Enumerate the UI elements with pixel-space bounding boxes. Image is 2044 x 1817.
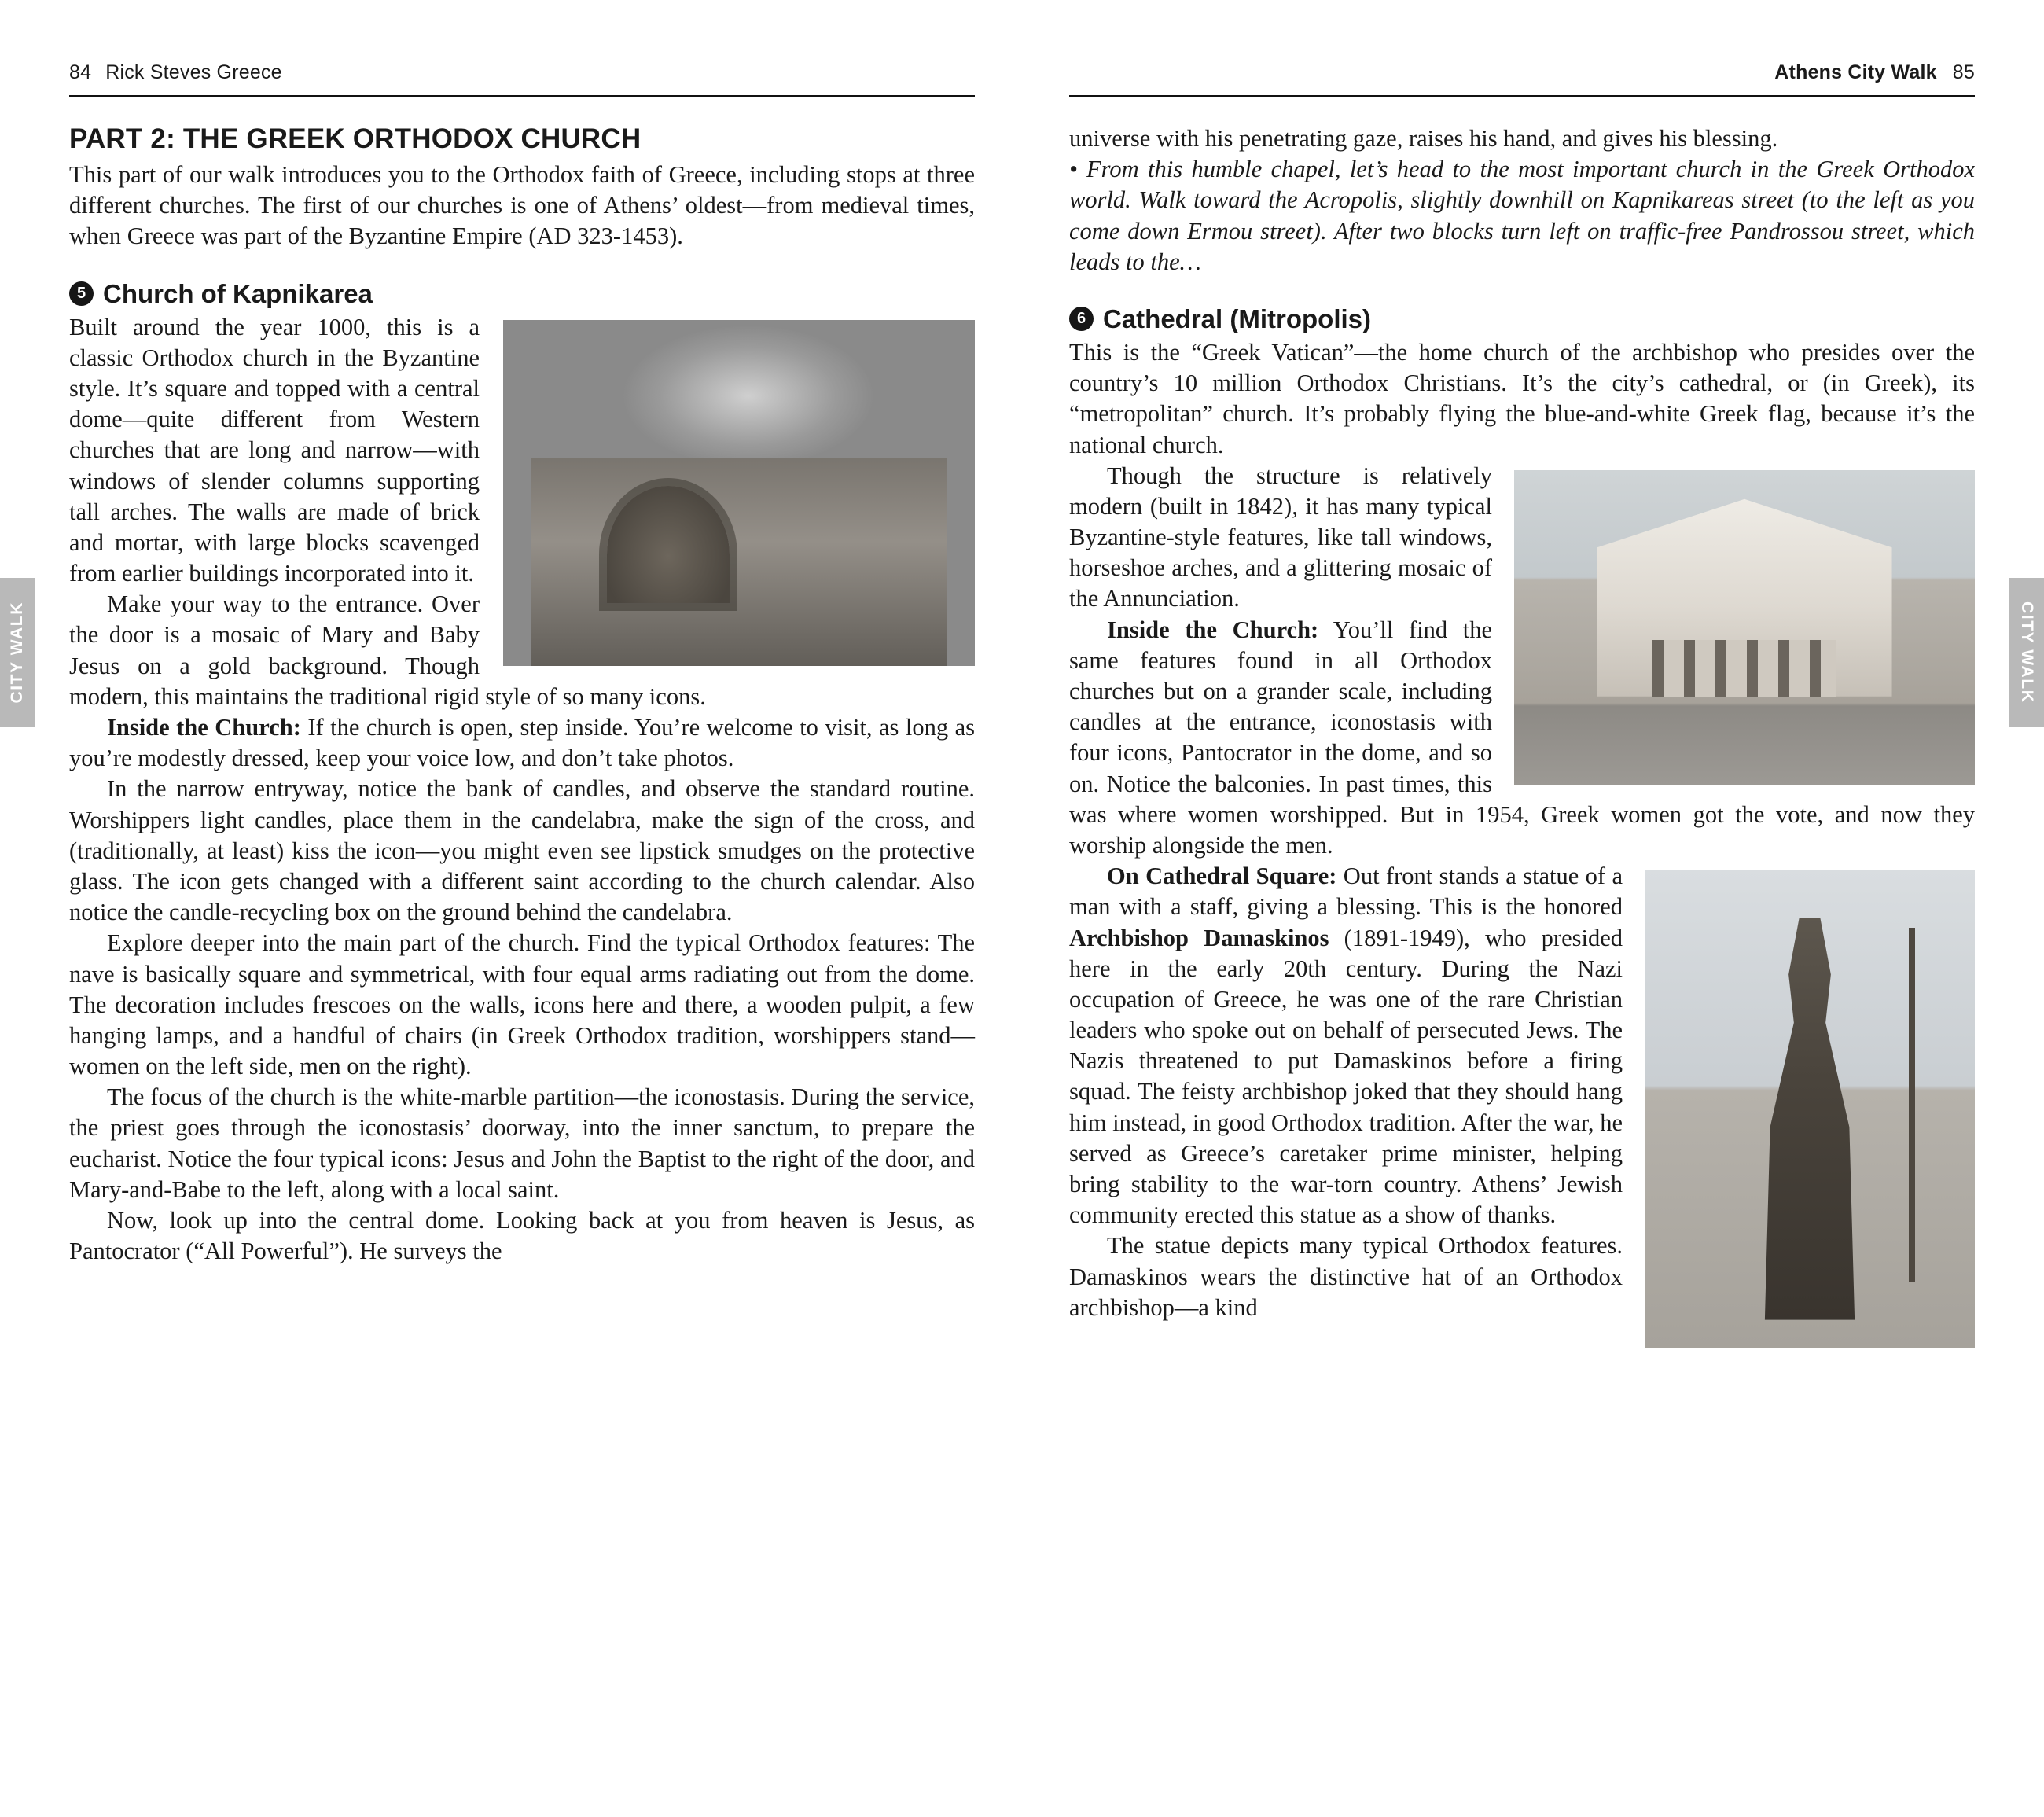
running-head-title-left: Rick Steves Greece	[105, 61, 282, 83]
page-number-right: 85	[1952, 61, 1975, 83]
paragraph-statue-features: The statue depicts many typical Orthodox features. Damaskinos wears the distinctive hat of an Orthodox archbishop—a kind	[1069, 1232, 1623, 1321]
paragraph-kapnikarea-5: The focus of the church is the white-marble partition—the iconostasis. During the service, the priest goes through the iconostasis’ doorway, into the inner sanctum, to prepare the eucharist. Notice the four typical icons: Jesus and John the Baptist to the right of the door, and Mary-and-Babe to the left, along with a local saint.	[69, 1083, 975, 1203]
direction-text: From this humble chapel, let’s head to the most important church in the Greek Orthodox world. Walk toward the Acropolis, slightly downhill on Kapnikareas street (to the left as you come down Ermou street). After two blocks turn left on traffic-free Pandrossou street, which leads to the…	[1069, 156, 1976, 275]
header-rule-right	[1069, 95, 1975, 97]
side-tab-city-walk-right	[2009, 578, 2044, 727]
inside-church-label-right: Inside the Church:	[1107, 616, 1319, 643]
left-column-body	[69, 123, 975, 1267]
inside-church-text-left: If the church is open, step inside. You’re welcome to visit, as long as you’re modestly dressed, keep your voice low, and don’t take photos.	[69, 714, 975, 772]
running-head-right	[1069, 0, 1975, 84]
right-column-body	[1069, 123, 1975, 1356]
running-head-title-right: Athens City Walk	[1774, 61, 1937, 83]
photo-church-of-kapnikarea	[503, 320, 975, 666]
paragraph-kapnikarea-6: Now, look up into the central dome. Looking back at you from heaven is Jesus, as Pantocrator (“All Powerful”). He surveys the	[69, 1207, 975, 1265]
paragraph-inside-the-church-left	[69, 712, 975, 774]
stop-heading-kapnikarea	[69, 279, 975, 309]
stop-heading-label: Church of Kapnikarea	[103, 278, 373, 308]
archbishop-name: Archbishop Damaskinos	[1069, 924, 1329, 951]
paragraph-kapnikarea-4: Explore deeper into the main part of the church. Find the typical Orthodox features: The nave is basically square and symmetrical, with four equal arms radiating out from the dome. The decoration includes frescoes on the walls, icons here and there, a wooden pulpit, a few hanging lamps, and a handful of chairs (in Greek Orthodox tradition, worshippers stand—women on the left side, men on the right).	[69, 929, 975, 1080]
inside-church-text-right: You’ll find the same features found in all Orthodox churches but on a grander scale, including candles at the entrance, iconostasis with four icons, Pantocrator in the dome, and so on. Notice the balconies. In past times, this was where women worshipped. But in 1954, Greek women got the vote, and now they worship alongside the men.	[1069, 616, 1975, 859]
header-rule-left	[69, 95, 975, 97]
page-number-left: 84	[69, 61, 92, 83]
stop-number-badge: 6	[1069, 307, 1094, 331]
statue-photo-graphic	[1645, 870, 1975, 1348]
part-heading: PART 2: THE GREEK ORTHODOX CHURCH	[69, 123, 642, 154]
stop-heading-label: Cathedral (Mitropolis)	[1103, 303, 1372, 333]
walking-direction	[1069, 154, 1975, 278]
paragraph-cathedral-structure: Though the structure is relatively modern (built in 1842), it has many typical Byzantine-style features, like tall windows, horseshoe arches, and a glittering mosaic of the Annunciation.	[1069, 462, 1492, 612]
right-page	[1022, 0, 2044, 1817]
stop-heading-cathedral	[1069, 304, 1975, 334]
cathedral-square-text-1: Out front stands a statue of a man with a staff, giving a blessing. This is the honored	[1069, 863, 1623, 921]
part-intro-paragraph: This part of our walk introduces you to the Orthodox faith of Greece, including stops at three different churches. The first of our churches is one of Athens’ oldest—from medieval times, when Greece was part of the Byzantine Empire (AD 323-1453).	[69, 161, 975, 250]
side-tab-city-walk-left	[0, 578, 35, 727]
inside-church-label-left: Inside the Church:	[107, 714, 301, 741]
paragraph-continuation: universe with his penetrating gaze, raises his hand, and gives his blessing.	[1069, 125, 1778, 152]
photo-cathedral-mitropolis	[1514, 470, 1975, 785]
running-head-left	[69, 0, 975, 84]
paragraph-kapnikarea-1: Built around the year 1000, this is a classic Orthodox church in the Byzantine style. It’s square and topped with a central dome—quite different from Western churches that are long and narrow—with windows of slender columns supporting tall arches. The walls are made of brick and mortar, with large blocks scavenged from earlier buildings incorporated into it.	[69, 313, 480, 587]
paragraph-cathedral-intro: This is the “Greek Vatican”—the home church of the archbishop who presides over the country’s 10 million Orthodox Christians. It’s the city’s cathedral, or (in Greek), its “metropolitan” church. It’s probably flying the blue-and-white Greek flag, because it’s the national church.	[1069, 338, 1975, 458]
stop-number-badge: 5	[69, 281, 94, 306]
cathedral-square-label: On Cathedral Square:	[1107, 863, 1337, 890]
photo-archbishop-damaskinos-statue	[1645, 870, 1975, 1348]
direction-bullet: •	[1069, 156, 1078, 183]
church-photo-graphic	[503, 320, 975, 666]
cathedral-photo-graphic	[1514, 470, 1975, 785]
cathedral-square-text-2: (1891-1949), who presided here in the early 20th century. During the Nazi occupation of Greece, he was one of the rare Christian leaders who spoke out on behalf of persecuted Jews. The Nazis threatened to put Damaskinos before a firing squad. The feisty archbishop joked that they should hang him instead, in good Orthodox tradition. After the war, he served as Greece’s caretaker prime minister, helping bring stability to the war-torn country. Athens’ Jewish community erected this statue as a show of thanks.	[1069, 924, 1623, 1229]
side-tab-label: CITY WALK	[8, 601, 26, 704]
paragraph-kapnikarea-2: Make your way to the entrance. Over the door is a mosaic of Mary and Baby Jesus on a gold background. Though modern, this maintains the traditional rigid style of so many icons.	[69, 590, 706, 710]
paragraph-kapnikarea-3: In the narrow entryway, notice the bank of candles, and observe the standard routine. Worshippers light candles, place them in the candelabra, make the sign of the cross, and (traditionally, at least) kiss the icon—you might even see lipstick smudges on the protective glass. The icon gets changed with a different saint according to the church calendar. Also notice the candle-recycling box on the ground behind the candelabra.	[69, 775, 975, 926]
side-tab-label: CITY WALK	[2018, 601, 2036, 704]
